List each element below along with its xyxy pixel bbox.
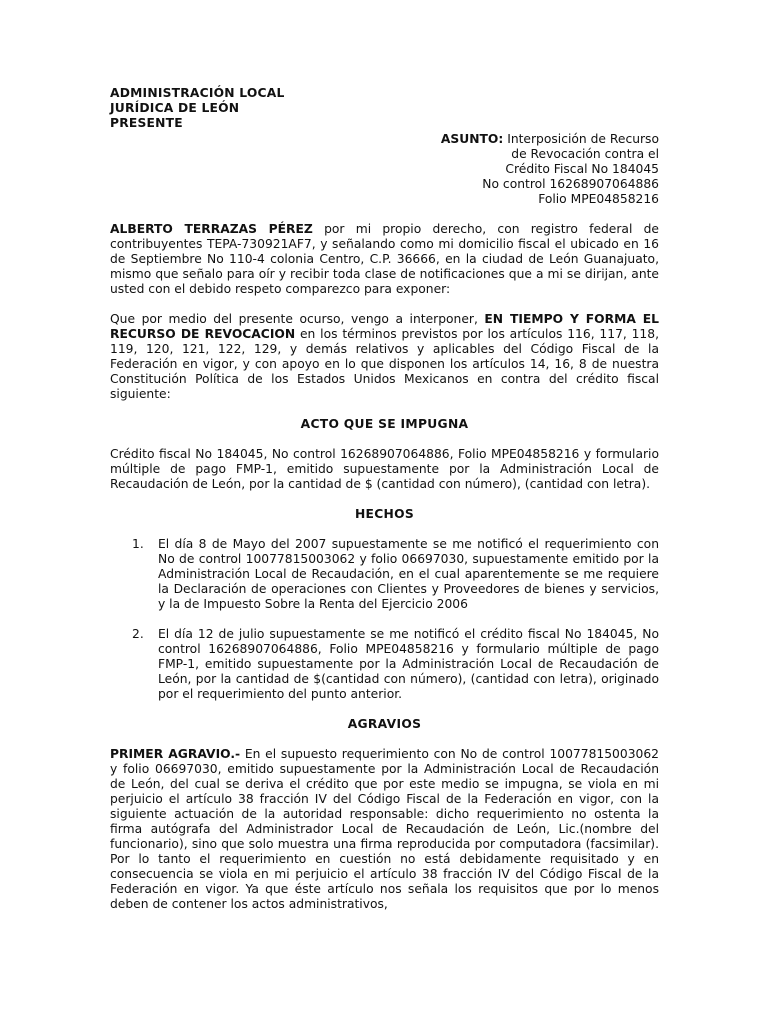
fact-text: El día 12 de julio supuestamente se me notificó el crédito fiscal No 184045, No control 16268907064886, Folio MPE04858216 y formulario múltiple de pago FMP-1, emitido supuestamente por la Administración Local de Recaudación de León, por la cantidad de $(cantidad con número), (cantidad con letra), originado por el requerimiento del punto anterior. <box>158 627 659 701</box>
grievances-heading: AGRAVIOS <box>347 717 422 731</box>
subject-text-1: Interposición de Recurso <box>503 132 659 146</box>
subject-line-3: Crédito Fiscal No 184045 <box>505 162 659 176</box>
fact-number: 2. <box>132 627 144 641</box>
subject-line-2: de Revocación contra el <box>511 147 659 161</box>
fact-item <box>110 537 659 612</box>
purpose-bold-text: EN TIEMPO Y FORMA EL RECURSO DE REVOCACION <box>110 312 659 341</box>
subject-line-5: Folio MPE04858216 <box>538 192 659 206</box>
document-page <box>110 86 659 912</box>
fact-number: 1. <box>132 537 144 551</box>
facts-heading: HECHOS <box>354 507 415 521</box>
purpose-text-before: Que por medio del presente ocurso, vengo a interponer, <box>110 312 485 326</box>
fact-item <box>110 627 659 702</box>
purpose-text-after: en los términos previstos por los artículos 116, 117, 118, 119, 120, 121, 122, 129, y demás relativos y aplicables del Código Fiscal de la Federación en vigor, y con apoyo en lo que disponen los artículos 14, 16, 8 de nuestra Constitución Política de los Estados Unidos Mexicanos en contra del crédito fiscal siguiente: <box>110 327 659 401</box>
intro-paragraph <box>110 222 659 297</box>
subject-block <box>339 132 659 207</box>
act-paragraph: Crédito fiscal No 184045, No control 16268907064886, Folio MPE04858216 y formulario múltiple de pago FMP-1, emitido supuestamente por la Administración Local de Recaudación de León, por la cantidad de $ (cantidad con número), (cantidad con letra). <box>110 447 659 491</box>
addressee-block <box>110 86 659 131</box>
first-grievance-label: PRIMER AGRAVIO.- <box>110 747 241 761</box>
petitioner-name: ALBERTO TERRAZAS PÉREZ <box>110 222 313 236</box>
fact-text: El día 8 de Mayo del 2007 supuestamente se me notificó el requerimiento con No de control 10077815003062 y folio 06697030, supuestamente emitido por la Administración Local de Recaudación, en el cual aparentemente se me requiere la Declaración de operaciones con Clientes y Proveedores de bienes y servicios, y la de Impuesto Sobre la Renta del Ejercicio 2006 <box>158 537 659 611</box>
first-grievance-paragraph <box>110 747 659 912</box>
subject-line-1 <box>339 132 659 147</box>
purpose-paragraph <box>110 312 659 402</box>
first-grievance-text: En el supuesto requerimiento con No de control 10077815003062 y folio 06697030, emitido supuestamente por la Administración Local de Recaudación de León, del cual se deriva el crédito que por este medio se impugna, se viola en mi perjuicio el artículo 38 fracción IV del Código Fiscal de la Federación en vigor, con la siguiente actuación de la autoridad responsable: dicho requerimiento no ostenta la firma autógrafa del Administrador Local de Recaudación de León, Lic.(nombre del funcionario), sino que solo muestra una firma reproducida por computadora (facsimilar). Por lo tanto el requerimiento en cuestión no está debidamente requisitado y en consecuencia se viola en mi perjuicio el artículo 38 fracción IV del Código Fiscal de la Federación en vigor. Ya que éste artículo nos señala los requisitos que por lo menos deben de contener los actos administrativos, <box>110 747 659 911</box>
intro-text: por mi propio derecho, con registro federal de contribuyentes TEPA-730921AF7, y señalando como mi domicilio fiscal el ubicado en 16 de Septiembre No 110-4 colonia Centro, C.P. 36666, en la ciudad de León Guanajuato, mismo que señalo para oír y recibir toda clase de notificaciones que a mi se dirijan, ante usted con el debido respeto comparezco para exponer: <box>110 222 659 296</box>
subject-line-4: No control 16268907064886 <box>482 177 659 191</box>
act-heading: ACTO QUE SE IMPUGNA <box>300 417 469 431</box>
facts-list <box>110 537 659 702</box>
addressee-line-3: PRESENTE <box>110 116 183 130</box>
subject-label: ASUNTO: <box>440 132 504 146</box>
addressee-line-1: ADMINISTRACIÓN LOCAL <box>110 86 285 100</box>
addressee-line-2: JURÍDICA DE LEÓN <box>110 101 240 115</box>
